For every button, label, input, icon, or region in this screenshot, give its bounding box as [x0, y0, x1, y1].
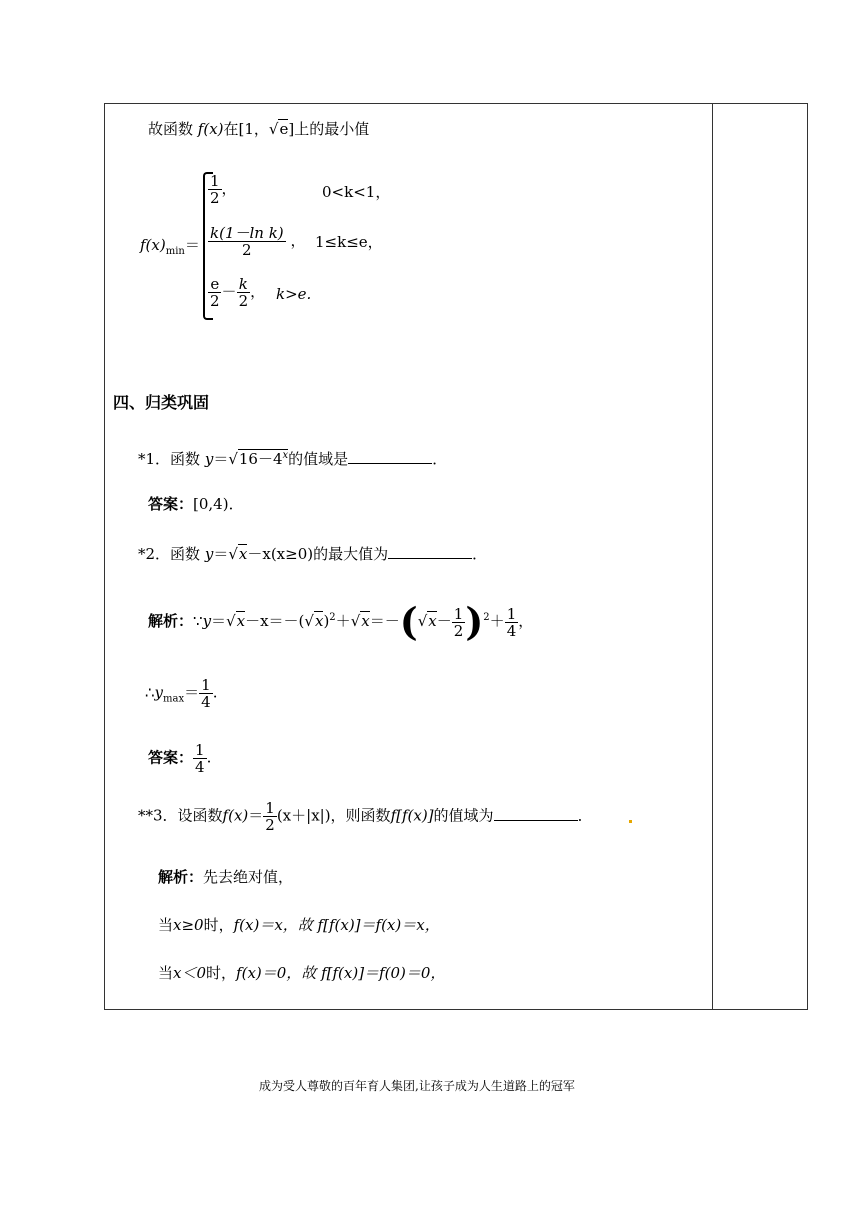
- s3-l1-mid: 时，: [203, 916, 234, 934]
- case1-num: 1: [210, 172, 220, 190]
- q3-answer-blank: [494, 806, 578, 821]
- s3-l2-eq: f(x)＝0，故 f[f(x)]＝f(0)＝0，: [236, 964, 446, 982]
- q2-answer-blank: [388, 544, 472, 559]
- a2-label: 答案：: [148, 748, 194, 767]
- q1-tail: 的值域是: [288, 450, 349, 468]
- q2-radicand: x: [238, 545, 248, 563]
- s2b-y: y: [154, 683, 164, 702]
- solution-3: [158, 868, 293, 886]
- answer-2: [148, 742, 211, 775]
- a1-value: [0,4)．: [193, 495, 244, 513]
- intro-mid: 在[1，: [223, 120, 269, 138]
- q1-radicand: [238, 449, 288, 468]
- table-column-divider: [712, 103, 713, 1010]
- s2b-num: 1: [201, 676, 211, 694]
- case3-frac1: [208, 276, 222, 309]
- s2b-end: .: [212, 683, 218, 702]
- q1-answer-blank: [348, 449, 432, 464]
- s3-l2-mid: 时，: [206, 964, 237, 982]
- s2b-therefore: ∴: [145, 683, 155, 702]
- s3-l1-pre: 当: [158, 916, 174, 934]
- intro-suffix: ]上的最小值: [288, 120, 370, 138]
- section-heading: 四、归类巩固: [113, 393, 210, 412]
- case1-cond: 0<k<1，: [322, 183, 391, 201]
- q3-rest: (x＋|x|)，则函数: [276, 806, 391, 825]
- case3-cond: k>e.: [276, 285, 312, 303]
- s2-sq-close: ): [323, 612, 330, 630]
- s2-outer-exp: 2: [483, 612, 490, 623]
- case2: [208, 225, 305, 258]
- a2-frac: [193, 742, 207, 775]
- q1-eq: ＝: [213, 450, 229, 468]
- solution-3-line1: [158, 916, 440, 934]
- s2-sqrt-x3: x: [361, 612, 370, 630]
- case2-cond: 1≤k≤e，: [315, 233, 383, 251]
- case1-frac: [208, 173, 222, 206]
- s2-sqrt-x2: x: [314, 612, 324, 630]
- case3: [208, 276, 265, 309]
- solution-2: 解析：$\because y=√x-x=-(√x)^2+√x=-(√x-$ $\frac{1}{2}$ )$^2$＋ $\frac{1}{4}$ ，: [148, 599, 534, 644]
- q3-fx: f(x): [222, 806, 249, 825]
- a2-den: 4: [195, 758, 205, 776]
- lhs-sub: min: [165, 246, 185, 257]
- case3-num2: k: [238, 275, 248, 293]
- case3-den2: 2: [238, 292, 249, 310]
- q3-tail: 的值域为: [433, 806, 494, 825]
- solution-3-line2: [158, 964, 445, 982]
- case3-frac2: [237, 276, 251, 309]
- s3-text: 先去绝对值，: [203, 868, 294, 886]
- q1-exp: x: [282, 450, 289, 461]
- question-2: *2．函数 y＝√x－x(x≥0)的最大值为 ．: [138, 545, 488, 563]
- s2-eq1: ＝: [211, 612, 227, 630]
- case2-den: 2: [242, 241, 252, 259]
- q3-num: 1: [265, 799, 275, 817]
- s3-l1-cond: x≥0: [173, 916, 204, 934]
- q1-end: ．: [432, 450, 448, 468]
- intro-fx: f(x): [197, 120, 224, 138]
- case1-tail: ，: [221, 179, 237, 198]
- s2-sqrt-x4: x: [428, 612, 437, 630]
- s2-end: ，: [518, 612, 534, 630]
- case3-den1: 2: [210, 292, 220, 310]
- q2-y: y: [204, 545, 214, 563]
- case3-num1: e: [210, 275, 220, 293]
- solution-2-conclusion: [145, 677, 217, 710]
- q3-den: 2: [265, 816, 275, 834]
- q1-radicand-text: 16－4: [238, 450, 283, 468]
- s2b-eq: ＝: [184, 683, 200, 702]
- case2-tail: ，: [290, 231, 306, 250]
- intro-sqrt-e: e: [279, 120, 289, 138]
- s2b-sub: max: [163, 693, 185, 705]
- a2-num: 1: [195, 741, 205, 759]
- s2-paren-left: (: [399, 599, 418, 644]
- lhs-eq: ＝: [184, 236, 200, 254]
- q3-label: **3．设函数: [138, 806, 223, 825]
- question-3: [138, 800, 593, 833]
- s2-inner-den: 2: [453, 621, 464, 640]
- q3-end: ．: [577, 806, 593, 825]
- s2-plus2: ＋: [489, 612, 505, 630]
- case1: [208, 173, 237, 206]
- q1-y: y: [204, 450, 214, 468]
- s2-frac-num: 1: [506, 604, 517, 623]
- s2-inner-frac: [452, 606, 466, 639]
- question-1: *1．函数 $y=√16-4^x$的值域是 ．: [138, 450, 448, 468]
- a1-label: 答案：: [148, 495, 194, 513]
- s3-label: 解析：: [158, 868, 204, 886]
- s2b-den: 4: [201, 693, 211, 711]
- q1-label: *1．函数: [138, 450, 201, 468]
- intro-line: 故函数 f(x)在[1，√e]上的最小值: [148, 120, 370, 138]
- case3-tail: ，: [250, 282, 266, 301]
- s3-l2-cond: x＜0: [173, 964, 207, 982]
- s2b-frac: [199, 677, 213, 710]
- s2-sqrt-x: x: [236, 612, 246, 630]
- s2-minus-x: －x＝－(: [245, 612, 305, 630]
- piecewise-lhs: [140, 236, 200, 261]
- s2-because: ∵: [193, 612, 203, 630]
- q2-rest: －x(x≥0)的最大值为: [247, 545, 389, 563]
- a2-end: .: [206, 748, 212, 767]
- s2-inner-minus: －: [436, 612, 452, 630]
- s3-l2-pre: 当: [158, 964, 174, 982]
- s2-y: y: [202, 612, 212, 630]
- s2-label: 解析：: [148, 612, 194, 630]
- q3-frac: [263, 800, 277, 833]
- case2-num: k(1－ln k): [210, 224, 284, 242]
- intro-prefix: 故函数: [148, 120, 194, 138]
- q2-eq: ＝: [213, 545, 229, 563]
- s2-eq2: ＝－: [369, 612, 400, 630]
- s2-inner-num: 1: [453, 604, 464, 623]
- answer-1: [148, 495, 244, 513]
- case2-frac: [208, 225, 286, 258]
- case1-den: 2: [210, 189, 220, 207]
- s2-frac-den: 4: [506, 621, 517, 640]
- s2-frac: [505, 606, 519, 639]
- q3-ffx: f[f(x)]: [390, 806, 434, 825]
- q2-end: ．: [472, 545, 488, 563]
- s2-plus: ＋: [335, 612, 351, 630]
- q2-label: *2．函数: [138, 545, 201, 563]
- s2-paren-right: ): [465, 599, 484, 644]
- s3-l1-eq: f(x)＝x，故 f[f(x)]＝f(x)＝x，: [233, 916, 440, 934]
- s2-sq-exp: 2: [329, 612, 336, 623]
- q3-eq: ＝: [248, 806, 264, 825]
- case3-op: －: [221, 282, 237, 301]
- lhs-fx: f(x): [140, 236, 166, 254]
- page-footer: 成为受人尊敬的百年育人集团,让孩子成为人生道路上的冠军: [259, 1079, 575, 1093]
- marker-dot: [629, 820, 632, 823]
